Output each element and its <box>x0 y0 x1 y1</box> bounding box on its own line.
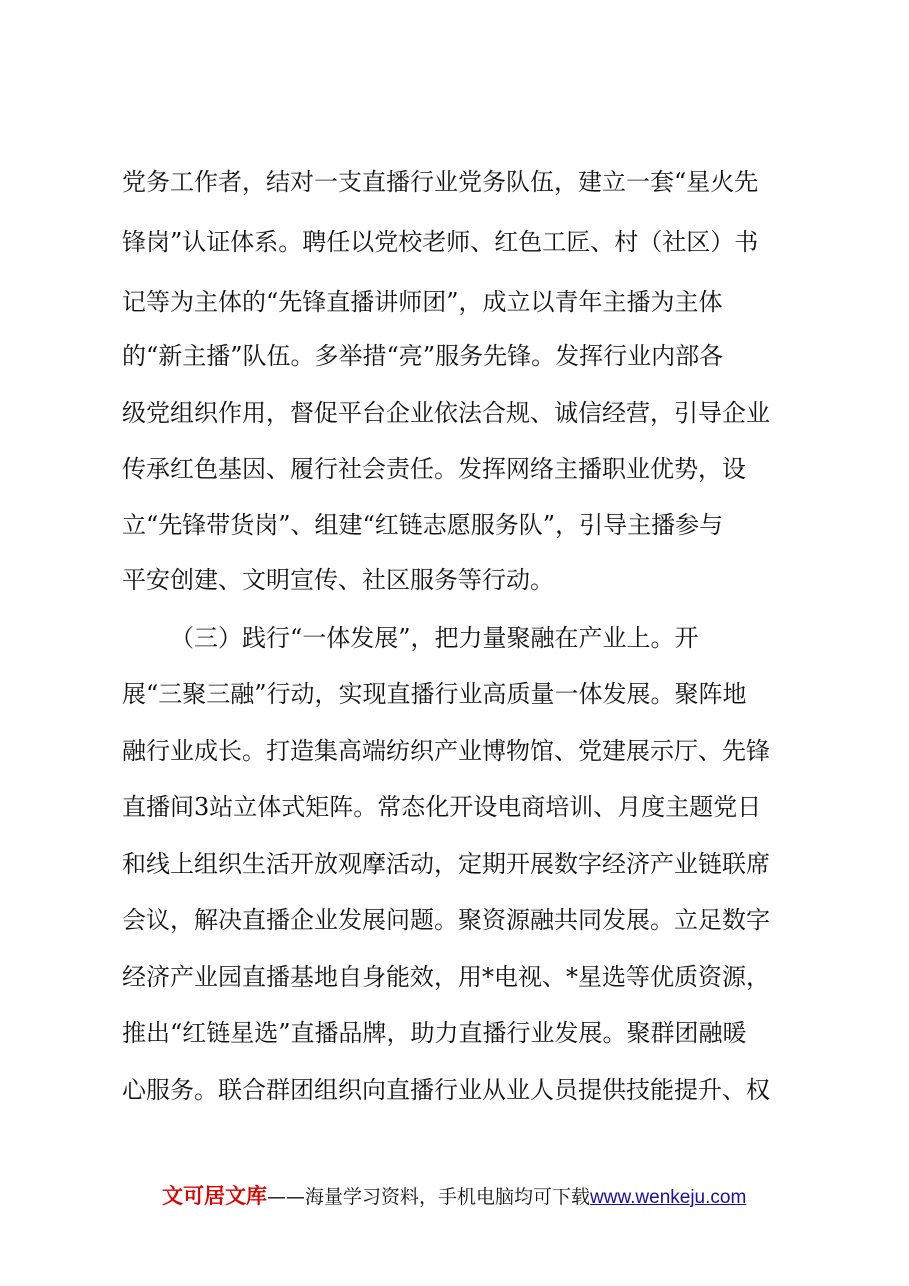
body-line-16: 推出“红链星选”直播品牌，助力直播行业发展。聚群团融暖 <box>122 1019 747 1047</box>
body-line-6: 传承红色基因、履行社会责任。发挥网络主播职业优势，设 <box>122 455 746 483</box>
body-line-5: 级党组织作用，督促平台企业依法合规、诚信经营，引导企业 <box>122 399 770 427</box>
body-line-3: 记等为主体的“先锋直播讲师团”，成立以青年主播为主体 <box>122 288 723 316</box>
body-line-15: 经济产业园直播基地自身能效，用*电视、*星选等优质资源， <box>122 963 770 991</box>
body-line-8: 平安创建、文明宣传、社区服务等行动。 <box>122 566 554 594</box>
body-line-11: 融行业成长。打造集高端纺织产业博物馆、党建展示厅、先锋 <box>122 737 770 765</box>
footer-banner <box>162 1182 746 1212</box>
body-line-17: 心服务。联合群团组织向直播行业从业人员提供技能提升、权 <box>122 1076 770 1104</box>
body-line-10: 展“三聚三融”行动，实现直播行业高质量一体发展。聚阵地 <box>122 680 747 708</box>
body-line-4: 的“新主播”队伍。多举措“亮”服务先锋。发挥行业内部各 <box>122 342 724 370</box>
body-line-13: 和线上组织生活开放观摩活动，定期开展数字经济产业链联席 <box>122 850 770 878</box>
footer-tagline: ——海量学习资料，手机电脑均可下载 <box>267 1186 591 1208</box>
body-line-14: 会议，解决直播企业发展问题。聚资源融共同发展。立足数字 <box>122 906 770 934</box>
body-line-7: 立“先锋带货岗”、组建“红链志愿服务队”，引导主播参与 <box>122 511 724 539</box>
section-heading-line: （三）践行“一体发展”，把力量聚融在产业上。开 <box>170 624 699 652</box>
footer-url-link[interactable]: www.wenkeju.com <box>590 1187 747 1208</box>
footer-brand: 文可居文库 <box>162 1184 267 1208</box>
body-line-12: 直播间3站立体式矩阵。常态化开设电商培训、月度主题党日 <box>122 793 762 821</box>
body-line-1: 党务工作者，结对一支直播行业党务队伍，建立一套“星火先 <box>122 168 759 196</box>
body-line-2: 锋岗”认证体系。聘任以党校老师、红色工匠、村（社区）书 <box>122 228 759 256</box>
